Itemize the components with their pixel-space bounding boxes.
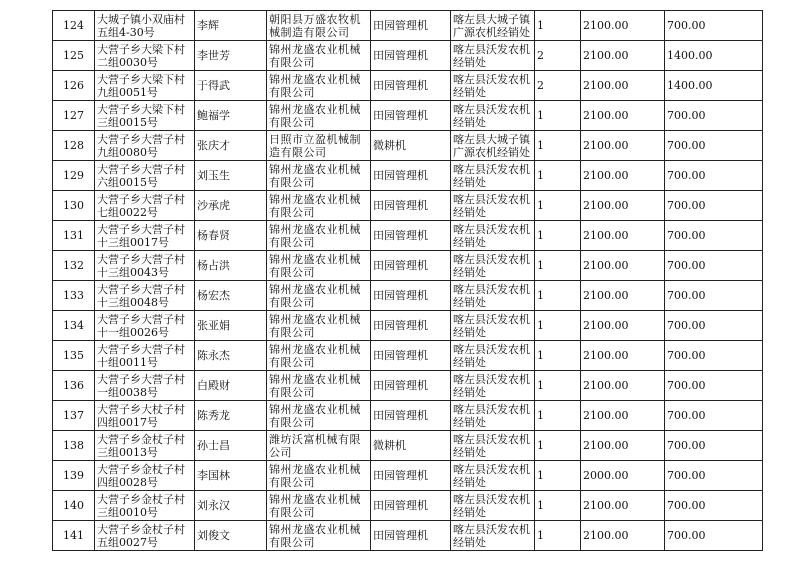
dealer-cell: 喀左县沃发农机经销处 (451, 311, 535, 341)
quantity-cell: 1 (535, 401, 581, 431)
name-cell: 杨宏杰 (195, 281, 267, 311)
subsidy-cell: 700.00 (665, 161, 763, 191)
table-row (53, 311, 763, 341)
manufacturer-cell: 锦州龙盛农业机械有限公司 (267, 71, 371, 101)
row-number: 138 (53, 431, 95, 461)
dealer-cell: 喀左县沃发农机经销处 (451, 341, 535, 371)
address-cell: 大营子乡金杖子村三组0013号 (95, 431, 195, 461)
quantity-cell: 1 (535, 161, 581, 191)
dealer-cell: 喀左县沃发农机经销处 (451, 71, 535, 101)
quantity-cell: 1 (535, 281, 581, 311)
name-cell: 刘玉生 (195, 161, 267, 191)
row-number: 140 (53, 491, 95, 521)
manufacturer-cell: 锦州龙盛农业机械有限公司 (267, 101, 371, 131)
name-cell: 刘俊文 (195, 521, 267, 551)
address-cell: 大营子乡大营子村十三组0017号 (95, 221, 195, 251)
price-cell: 2100.00 (581, 431, 665, 461)
machine-type-cell: 田园管理机 (371, 251, 451, 281)
manufacturer-cell: 锦州龙盛农业机械有限公司 (267, 161, 371, 191)
table-row (53, 161, 763, 191)
dealer-cell: 喀左县沃发农机经销处 (451, 431, 535, 461)
table-body (53, 11, 763, 551)
subsidy-cell: 700.00 (665, 521, 763, 551)
subsidy-cell: 700.00 (665, 401, 763, 431)
machine-type-cell: 田园管理机 (371, 461, 451, 491)
machine-type-cell: 田园管理机 (371, 521, 451, 551)
machine-type-cell: 田园管理机 (371, 41, 451, 71)
manufacturer-cell: 锦州龙盛农业机械有限公司 (267, 521, 371, 551)
row-number: 134 (53, 311, 95, 341)
price-cell: 2100.00 (581, 341, 665, 371)
manufacturer-cell: 锦州龙盛农业机械有限公司 (267, 371, 371, 401)
price-cell: 2100.00 (581, 41, 665, 71)
table-row (53, 191, 763, 221)
dealer-cell: 喀左县大城子镇广源农机经销处 (451, 11, 535, 41)
machine-type-cell: 田园管理机 (371, 341, 451, 371)
price-cell: 2100.00 (581, 251, 665, 281)
table-row (53, 71, 763, 101)
manufacturer-cell: 锦州龙盛农业机械有限公司 (267, 401, 371, 431)
address-cell: 大营子乡大营子村十三组0048号 (95, 281, 195, 311)
row-number: 133 (53, 281, 95, 311)
subsidy-cell: 700.00 (665, 311, 763, 341)
manufacturer-cell: 锦州龙盛农业机械有限公司 (267, 491, 371, 521)
name-cell: 孙士昌 (195, 431, 267, 461)
table-row (53, 431, 763, 461)
subsidy-cell: 700.00 (665, 251, 763, 281)
name-cell: 杨春贤 (195, 221, 267, 251)
dealer-cell: 喀左县沃发农机经销处 (451, 371, 535, 401)
price-cell: 2100.00 (581, 521, 665, 551)
machine-type-cell: 田园管理机 (371, 491, 451, 521)
row-number: 125 (53, 41, 95, 71)
quantity-cell: 1 (535, 521, 581, 551)
name-cell: 白殿财 (195, 371, 267, 401)
table-row (53, 131, 763, 161)
name-cell: 陈秀龙 (195, 401, 267, 431)
subsidy-cell: 700.00 (665, 461, 763, 491)
table-row (53, 521, 763, 551)
dealer-cell: 喀左县大城子镇广源农机经销处 (451, 131, 535, 161)
row-number: 135 (53, 341, 95, 371)
subsidy-cell: 700.00 (665, 131, 763, 161)
price-cell: 2100.00 (581, 311, 665, 341)
quantity-cell: 2 (535, 71, 581, 101)
row-number: 127 (53, 101, 95, 131)
quantity-cell: 1 (535, 131, 581, 161)
address-cell: 大营子乡大杖子村四组0017号 (95, 401, 195, 431)
address-cell: 大营子乡大营子村七组0022号 (95, 191, 195, 221)
subsidy-cell: 700.00 (665, 11, 763, 41)
name-cell: 陈永杰 (195, 341, 267, 371)
address-cell: 大营子乡大营子村一组0038号 (95, 371, 195, 401)
manufacturer-cell: 锦州龙盛农业机械有限公司 (267, 191, 371, 221)
name-cell: 李辉 (195, 11, 267, 41)
name-cell: 沙承虎 (195, 191, 267, 221)
dealer-cell: 喀左县沃发农机经销处 (451, 401, 535, 431)
dealer-cell: 喀左县沃发农机经销处 (451, 221, 535, 251)
manufacturer-cell: 潍坊沃富机械有限公司 (267, 431, 371, 461)
subsidy-cell: 700.00 (665, 101, 763, 131)
machine-type-cell: 田园管理机 (371, 191, 451, 221)
name-cell: 李世芳 (195, 41, 267, 71)
quantity-cell: 1 (535, 101, 581, 131)
quantity-cell: 1 (535, 431, 581, 461)
quantity-cell: 1 (535, 341, 581, 371)
machine-type-cell: 田园管理机 (371, 311, 451, 341)
quantity-cell: 1 (535, 371, 581, 401)
name-cell: 鲍福学 (195, 101, 267, 131)
row-number: 131 (53, 221, 95, 251)
subsidy-cell: 700.00 (665, 371, 763, 401)
subsidy-cell: 700.00 (665, 341, 763, 371)
machine-type-cell: 田园管理机 (371, 371, 451, 401)
table-row (53, 101, 763, 131)
subsidy-cell: 700.00 (665, 431, 763, 461)
quantity-cell: 1 (535, 11, 581, 41)
manufacturer-cell: 锦州龙盛农业机械有限公司 (267, 311, 371, 341)
dealer-cell: 喀左县沃发农机经销处 (451, 491, 535, 521)
dealer-cell: 喀左县沃发农机经销处 (451, 191, 535, 221)
machine-type-cell: 田园管理机 (371, 161, 451, 191)
price-cell: 2100.00 (581, 191, 665, 221)
quantity-cell: 1 (535, 251, 581, 281)
name-cell: 张亚娟 (195, 311, 267, 341)
table-row (53, 341, 763, 371)
machine-type-cell: 田园管理机 (371, 101, 451, 131)
machine-type-cell: 微耕机 (371, 431, 451, 461)
subsidy-cell: 700.00 (665, 281, 763, 311)
manufacturer-cell: 锦州龙盛农业机械有限公司 (267, 251, 371, 281)
machine-type-cell: 田园管理机 (371, 71, 451, 101)
row-number: 132 (53, 251, 95, 281)
address-cell: 大营子乡大梁下村九组0051号 (95, 71, 195, 101)
row-number: 128 (53, 131, 95, 161)
dealer-cell: 喀左县沃发农机经销处 (451, 521, 535, 551)
price-cell: 2100.00 (581, 71, 665, 101)
address-cell: 大营子乡金杖子村四组0028号 (95, 461, 195, 491)
subsidy-table (52, 10, 763, 551)
table-row (53, 11, 763, 41)
address-cell: 大营子乡大营子村十组0011号 (95, 341, 195, 371)
row-number: 137 (53, 401, 95, 431)
manufacturer-cell: 锦州龙盛农业机械有限公司 (267, 341, 371, 371)
price-cell: 2100.00 (581, 161, 665, 191)
address-cell: 大营子乡大营子村六组0015号 (95, 161, 195, 191)
address-cell: 大营子乡大梁下村二组0030号 (95, 41, 195, 71)
table-row (53, 281, 763, 311)
row-number: 129 (53, 161, 95, 191)
table-row (53, 401, 763, 431)
machine-type-cell: 田园管理机 (371, 401, 451, 431)
manufacturer-cell: 锦州龙盛农业机械有限公司 (267, 281, 371, 311)
name-cell: 刘永汉 (195, 491, 267, 521)
machine-type-cell: 田园管理机 (371, 11, 451, 41)
dealer-cell: 喀左县沃发农机经销处 (451, 161, 535, 191)
dealer-cell: 喀左县沃发农机经销处 (451, 41, 535, 71)
subsidy-cell: 700.00 (665, 191, 763, 221)
name-cell: 李国林 (195, 461, 267, 491)
row-number: 124 (53, 11, 95, 41)
machine-type-cell: 微耕机 (371, 131, 451, 161)
table-row (53, 491, 763, 521)
subsidy-cell: 700.00 (665, 491, 763, 521)
name-cell: 张庆才 (195, 131, 267, 161)
table-row (53, 221, 763, 251)
manufacturer-cell: 朝阳县万盛农牧机械制造有限公司 (267, 11, 371, 41)
manufacturer-cell: 锦州龙盛农业机械有限公司 (267, 41, 371, 71)
quantity-cell: 2 (535, 41, 581, 71)
price-cell: 2100.00 (581, 491, 665, 521)
table-row (53, 41, 763, 71)
address-cell: 大营子乡金杖子村三组0010号 (95, 491, 195, 521)
address-cell: 大营子乡大梁下村三组0015号 (95, 101, 195, 131)
row-number: 126 (53, 71, 95, 101)
price-cell: 2100.00 (581, 371, 665, 401)
machine-type-cell: 田园管理机 (371, 221, 451, 251)
name-cell: 杨占洪 (195, 251, 267, 281)
price-cell: 2100.00 (581, 11, 665, 41)
price-cell: 2100.00 (581, 101, 665, 131)
table-row (53, 461, 763, 491)
manufacturer-cell: 锦州龙盛农业机械有限公司 (267, 461, 371, 491)
machine-type-cell: 田园管理机 (371, 281, 451, 311)
name-cell: 于得武 (195, 71, 267, 101)
quantity-cell: 1 (535, 461, 581, 491)
row-number: 136 (53, 371, 95, 401)
address-cell: 大营子乡大营子村十三组0043号 (95, 251, 195, 281)
row-number: 130 (53, 191, 95, 221)
price-cell: 2000.00 (581, 461, 665, 491)
price-cell: 2100.00 (581, 221, 665, 251)
address-cell: 大营子乡大营子村十一组0026号 (95, 311, 195, 341)
dealer-cell: 喀左县沃发农机经销处 (451, 101, 535, 131)
price-cell: 2100.00 (581, 281, 665, 311)
subsidy-cell: 700.00 (665, 221, 763, 251)
price-cell: 2100.00 (581, 401, 665, 431)
price-cell: 2100.00 (581, 131, 665, 161)
dealer-cell: 喀左县沃发农机经销处 (451, 281, 535, 311)
table-row (53, 371, 763, 401)
row-number: 139 (53, 461, 95, 491)
manufacturer-cell: 日照市立盈机械制造有限公司 (267, 131, 371, 161)
subsidy-cell: 1400.00 (665, 41, 763, 71)
address-cell: 大城子镇小双庙村五组4-30号 (95, 11, 195, 41)
address-cell: 大营子乡大营子村九组0080号 (95, 131, 195, 161)
row-number: 141 (53, 521, 95, 551)
manufacturer-cell: 锦州龙盛农业机械有限公司 (267, 221, 371, 251)
dealer-cell: 喀左县沃发农机经销处 (451, 461, 535, 491)
quantity-cell: 1 (535, 311, 581, 341)
subsidy-cell: 1400.00 (665, 71, 763, 101)
table-row (53, 251, 763, 281)
dealer-cell: 喀左县沃发农机经销处 (451, 251, 535, 281)
address-cell: 大营子乡金杖子村五组0027号 (95, 521, 195, 551)
quantity-cell: 1 (535, 191, 581, 221)
quantity-cell: 1 (535, 221, 581, 251)
quantity-cell: 1 (535, 491, 581, 521)
